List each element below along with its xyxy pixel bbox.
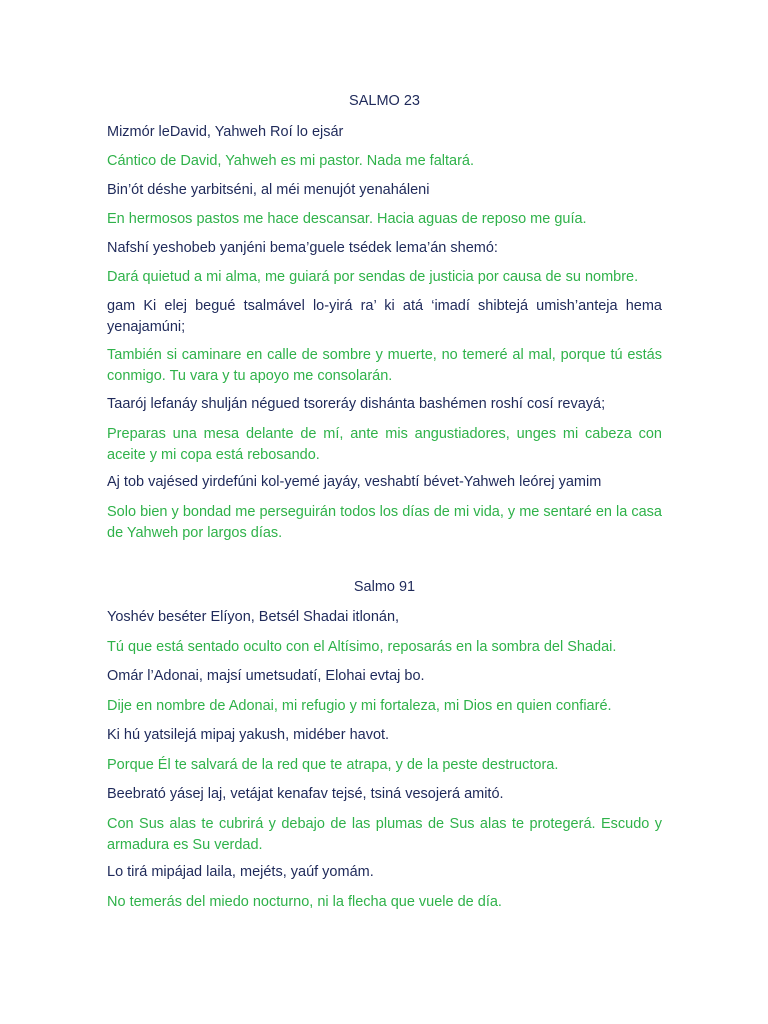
verse-spanish: Cántico de David, Yahweh es mi pastor. Nada me faltará. [107,153,474,169]
verse-hebrew: Nafshí yeshobeb yanjéni bema’guele tsédek lema’án shemó: [107,240,498,256]
section-title-salmo-23: SALMO 23 [349,93,420,109]
verse-hebrew: Mizmór leDavid, Yahweh Roí lo ejsár [107,124,344,140]
verse-spanish: Dije en nombre de Adonai, mi refugio y mi fortaleza, mi Dios en quien confiaré. [107,698,612,714]
verse-spanish: Preparas una mesa delante de mí, ante mis angustiadores, unges mi cabeza con aceite y mi copa está rebosando. [107,426,662,463]
verse-hebrew: Ki hú yatsilejá mipaj yakush, midéber havot. [107,727,390,743]
verse-hebrew: Taarój lefanáy shulján négued tsoreráy dishánta bashémen roshí cosí revayá; [107,396,606,412]
verse-spanish: Dará quietud a mi alma, me guiará por sendas de justicia por causa de su nombre. [107,269,639,285]
verse-spanish: Con Sus alas te cubrirá y debajo de las plumas de Sus alas te protegerá. Escudo y armadura es Su verdad. [107,816,662,853]
verse-spanish: Porque Él te salvará de la red que te atrapa, y de la peste destructora. [107,757,559,773]
verse-hebrew: Omár l’Adonai, majsí umetsudatí, Elohai evtaj bo. [107,668,425,684]
verse-spanish: En hermosos pastos me hace descansar. Hacia aguas de reposo me guía. [107,211,587,227]
verse-spanish: No temerás del miedo nocturno, ni la flecha que vuele de día. [107,894,502,910]
verse-hebrew: Lo tirá mipájad laila, mejéts, yaúf yomám. [107,864,374,880]
verse-spanish: Tú que está sentado oculto con el Altísimo, reposarás en la sombra del Shadai. [107,639,617,655]
verse-hebrew: Aj tob vajésed yirdefúni kol-yemé jayáy, veshabtí bévet-Yahweh leórej yamim [107,474,602,490]
verse-hebrew: Bin’ót déshe yarbitséni, al méi menujót yenaháleni [107,182,430,198]
verse-hebrew: Beebrató yásej laj, vetájat kenafav tejsé, tsiná vesojerá amitó. [107,786,504,802]
verse-spanish: Solo bien y bondad me perseguirán todos los días de mi vida, y me sentaré en la casa de Yahweh por largos días. [107,504,662,541]
section-title-salmo-91: Salmo 91 [353,579,416,595]
verse-hebrew: Yoshév beséter Elíyon, Betsél Shadai itlonán, [107,609,400,625]
verse-spanish: También si caminare en calle de sombre y muerte, no temeré al mal, porque tú estás conmigo. Tu vara y tu apoyo me consolarán. [107,347,662,384]
verse-hebrew: gam Ki elej begué tsalmável lo-yirá ra’ ki atá ‘imadí shibtejá umish’anteja hema yenajamúni; [107,298,662,335]
